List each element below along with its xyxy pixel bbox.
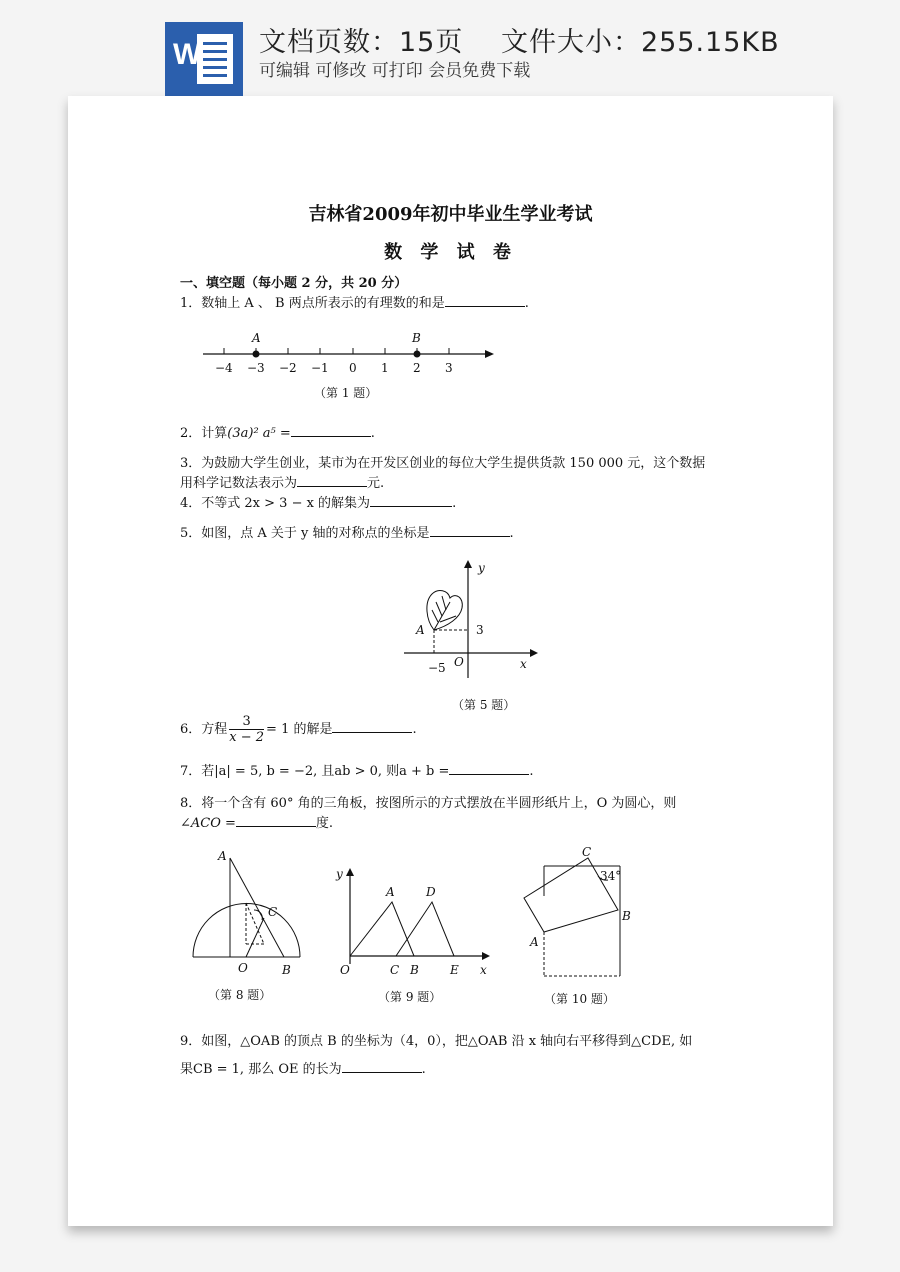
svg-text:O: O — [238, 961, 248, 975]
rectangles-figure-10 — [520, 845, 640, 988]
translation-triangles-figure-9 — [334, 864, 494, 980]
figure-10-caption: （第 10 题） — [544, 992, 615, 1006]
number-line-figure — [198, 324, 498, 374]
svg-text:B: B — [410, 963, 419, 977]
exam-paper — [68, 96, 833, 1226]
document-meta-title: 文档页数：15页 文件大小：255.15KB — [259, 27, 780, 58]
question-9-line-2: 果CB = 1, 那么 OE 的长为 . — [180, 1062, 426, 1077]
figure-9-caption: （第 9 题） — [378, 990, 442, 1004]
fraction: $\frac{3}{x - 2}$ — [229, 714, 265, 745]
svg-text:O: O — [340, 963, 350, 977]
svg-text:3: 3 — [445, 361, 453, 375]
semicircle-triangle-figure-8 — [188, 848, 308, 978]
section-heading: 一、填空题（每小题 2 分，共 20 分） — [180, 276, 408, 291]
question-3-line-2: 用科学记数法表示为 元. — [180, 476, 385, 491]
svg-text:3: 3 — [476, 623, 484, 637]
question-8-line-1: 8．将一个含有 60° 角的三角板，按图所示的方式摆放在半圆形纸片上，O 为圆心，则 — [180, 796, 677, 811]
svg-text:A: A — [386, 885, 395, 899]
svg-text:B: B — [412, 331, 421, 345]
svg-text:y: y — [478, 561, 485, 575]
question-6: 6．方程 $\frac{3}{x - 2}$ = 1 的解是 . — [180, 714, 417, 745]
question-3-line-1: 3．为鼓励大学生创业，某市为在开发区创业的每位大学生提供货款 150 000 元，这个数据 — [180, 456, 706, 471]
svg-text:−4: −4 — [215, 361, 233, 375]
word-document-icon: W — [165, 22, 243, 96]
svg-text:−3: −3 — [247, 361, 265, 375]
coordinate-figure-5 — [402, 558, 542, 683]
svg-text:E: E — [450, 963, 459, 977]
svg-text:−2: −2 — [279, 361, 297, 375]
question-2: 2．计算(3a)² a⁵ = . — [180, 426, 375, 441]
question-8-line-2: ∠ACO = 度. — [180, 816, 334, 831]
figure-5-caption: （第 5 题） — [452, 698, 516, 712]
question-4: 4．不等式 2x > 3 − x 的解集为 . — [180, 496, 457, 511]
svg-text:x: x — [480, 963, 487, 977]
svg-text:−1: −1 — [311, 361, 329, 375]
question-1: 1．数轴上 A 、 B 两点所表示的有理数的和是 . — [180, 296, 529, 311]
question-9-line-1: 9．如图，△OAB 的顶点 B 的坐标为（4，0），把△OAB 沿 x 轴向右平移得到△CDE, 如 — [180, 1034, 693, 1049]
svg-text:A: A — [530, 935, 539, 949]
svg-text:2: 2 — [413, 361, 421, 375]
svg-text:1: 1 — [381, 361, 389, 375]
document-meta-subtitle: 可编辑 可修改 可打印 会员免费下载 — [259, 61, 531, 81]
svg-text:B: B — [282, 963, 291, 977]
figure-1-caption: （第 1 题） — [314, 386, 378, 400]
svg-text:A: A — [416, 623, 425, 637]
svg-text:A: A — [218, 849, 227, 863]
svg-text:−5: −5 — [428, 661, 446, 675]
question-5: 5．如图，点 A 关于 y 轴的对称点的坐标是 . — [180, 526, 514, 541]
svg-text:O: O — [454, 655, 464, 669]
document-header — [0, 0, 900, 96]
svg-text:y: y — [336, 867, 343, 881]
exam-title: 吉林省2009年初中毕业生学业考试 — [308, 204, 593, 225]
svg-text:B: B — [622, 909, 631, 923]
svg-text:D: D — [426, 885, 436, 899]
svg-text:0: 0 — [349, 361, 357, 375]
figure-8-caption: （第 8 题） — [208, 988, 272, 1002]
svg-text:C: C — [268, 905, 278, 919]
question-7: 7．若|a| = 5, b = −2, 且ab > 0, 则a + b = . — [180, 764, 534, 779]
svg-text:C: C — [582, 845, 592, 859]
svg-text:A: A — [252, 331, 261, 345]
svg-text:x: x — [520, 657, 527, 671]
exam-subtitle: 数 学 试 卷 — [384, 242, 517, 263]
svg-text:34°: 34° — [600, 869, 622, 883]
svg-text:C: C — [390, 963, 400, 977]
